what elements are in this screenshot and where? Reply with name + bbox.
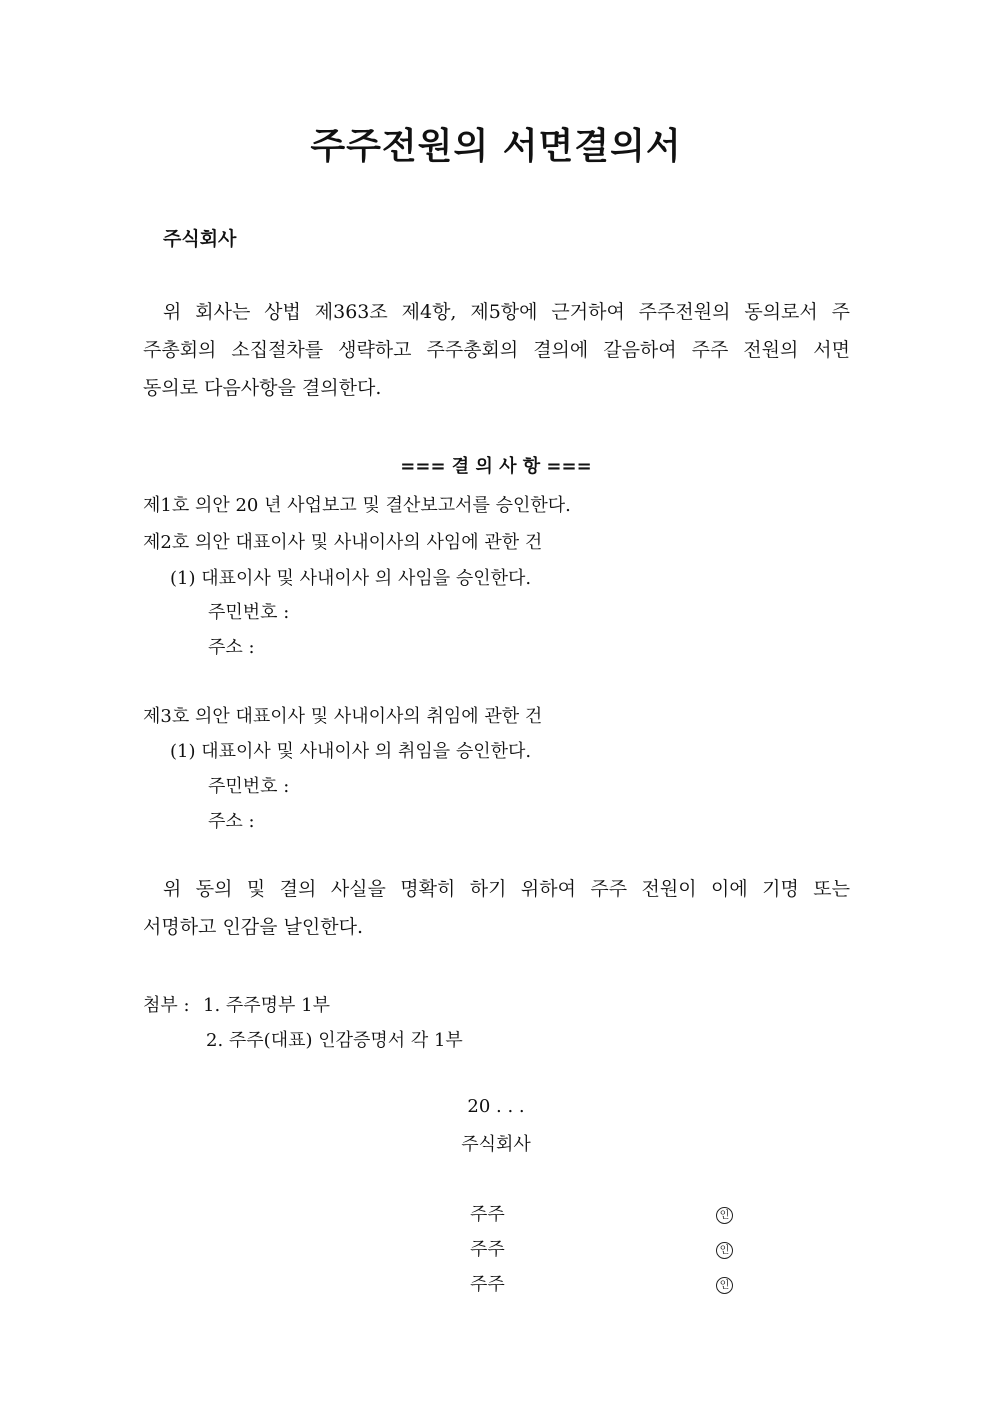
intro-line-2: 주총회의 소집절차를 생략하고 주주총회의 결의에 갈음하여 주주 전원의 서면 bbox=[143, 339, 850, 361]
agenda-item-2-sub: (1) 대표이사 및 사내이사 의 사임을 승인한다. bbox=[170, 568, 532, 589]
closing-paragraph bbox=[143, 870, 850, 946]
resolutions-heading: === 결 의 사 항 === bbox=[400, 456, 592, 477]
agenda-item-3: 제3호 의안 대표이사 및 사내이사의 취임에 관한 건 bbox=[143, 706, 543, 727]
agenda-item-1: 제1호 의안 20 년 사업보고 및 결산보고서를 승인한다. bbox=[143, 495, 571, 516]
shareholder-label-3: 주주 bbox=[470, 1274, 505, 1295]
agenda-item-2-id: 주민번호 : bbox=[208, 602, 290, 623]
shareholder-label-2: 주주 bbox=[470, 1239, 505, 1260]
shareholder-label-1: 주주 bbox=[470, 1204, 505, 1225]
date-line: 20 . . . bbox=[467, 1096, 525, 1117]
seal-mark-3 bbox=[716, 1273, 733, 1294]
agenda-item-3-address: 주소 : bbox=[208, 811, 255, 832]
seal-icon: 인 bbox=[716, 1277, 733, 1294]
seal-mark-1 bbox=[716, 1203, 733, 1224]
agenda-item-3-id: 주민번호 : bbox=[208, 776, 290, 797]
agenda-item-2-address: 주소 : bbox=[208, 637, 255, 658]
document-title: 주주전원의 서면결의서 bbox=[310, 126, 682, 167]
intro-line-1: 위 회사는 상법 제363조 제4항, 제5항에 근거하여 주주전원의 동의로서 주 bbox=[163, 301, 850, 323]
attachments-label: 첨부 : bbox=[143, 995, 190, 1016]
intro-line-3: 동의로 다음사항을 결의한다. bbox=[143, 377, 382, 399]
signature-company: 주식회사 bbox=[461, 1134, 531, 1155]
seal-icon: 인 bbox=[716, 1242, 733, 1259]
closing-line-1: 위 동의 및 결의 사실을 명확히 하기 위하여 주주 전원이 이에 기명 또는 bbox=[163, 878, 850, 900]
intro-paragraph bbox=[143, 293, 850, 407]
attachment-item-2: 2. 주주(대표) 인감증명서 각 1부 bbox=[206, 1030, 463, 1051]
seal-icon: 인 bbox=[716, 1207, 733, 1224]
agenda-item-2: 제2호 의안 대표이사 및 사내이사의 사임에 관한 건 bbox=[143, 532, 543, 553]
seal-mark-2 bbox=[716, 1238, 733, 1259]
agenda-item-3-sub: (1) 대표이사 및 사내이사 의 취임을 승인한다. bbox=[170, 741, 532, 762]
company-label: 주식회사 bbox=[163, 228, 237, 250]
closing-line-2: 서명하고 인감을 날인한다. bbox=[143, 916, 364, 938]
attachment-item-1: 1. 주주명부 1부 bbox=[203, 995, 331, 1016]
